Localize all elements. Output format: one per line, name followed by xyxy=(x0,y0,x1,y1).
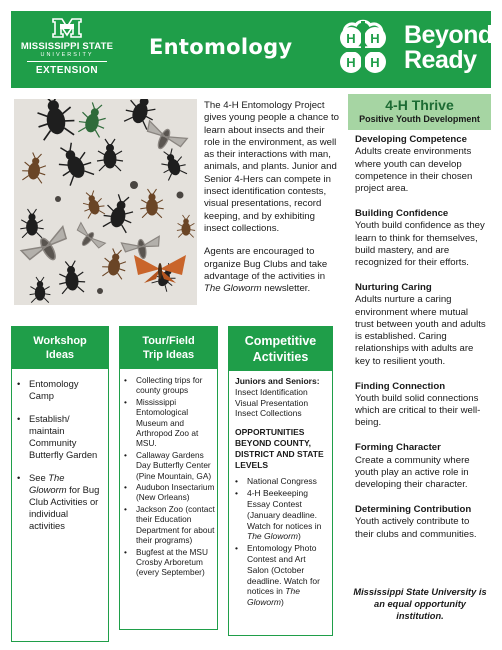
msu-extension-logo xyxy=(17,17,117,83)
beyond-ready-wordmark xyxy=(404,21,493,74)
juniors-label: Juniors and Seniors: xyxy=(235,376,320,386)
thrive-item xyxy=(355,381,489,430)
thrive-item xyxy=(355,442,489,491)
workshop-title-line2: Ideas xyxy=(45,349,75,361)
svg-text:H: H xyxy=(346,55,356,70)
thrive-item xyxy=(355,208,489,269)
msu-extension: EXTENSION xyxy=(35,65,99,76)
list-item: • Entomology Camp xyxy=(14,378,104,402)
thrive-item xyxy=(355,504,489,541)
list-item xyxy=(232,488,328,542)
insect-collection-illustration xyxy=(14,99,197,305)
thrive-item-text: Adults nurture a caring environment where mutual trust between youth and adults is established. Caring relationships with adults are key to resilient youth. xyxy=(355,294,486,367)
opportunities-label: OPPORTUNITIES BEYOND COUNTY, DISTRICT AND STATE LEVELS xyxy=(235,427,324,470)
list-item: • National Congress xyxy=(232,476,328,487)
intro-text xyxy=(204,100,342,306)
gloworm-title: The Gloworm xyxy=(204,283,262,295)
workshop-title-line1: Workshop xyxy=(33,335,87,347)
list-item: • Jackson Zoo (contact their Education Department for about their programs) xyxy=(121,504,215,546)
beyond-line: Beyond xyxy=(404,21,493,49)
workshop-ideas-box xyxy=(11,326,109,642)
svg-text:H: H xyxy=(370,55,380,70)
list-item: • Collecting trips for county groups xyxy=(121,375,215,396)
gloworm-title: The Gloworm xyxy=(247,531,299,542)
workshop-ideas-header xyxy=(12,327,108,369)
thrive-item-heading: Determining Contribution xyxy=(355,503,472,515)
intro-p2-end: newsletter. xyxy=(261,283,311,295)
thrive-item-text: Create a community where youth play an active role in developing their character. xyxy=(355,454,470,491)
list-item-text: ) xyxy=(281,597,284,608)
juniors-item: Insect Identification xyxy=(235,386,308,397)
svg-text:H: H xyxy=(346,31,356,46)
thrive-subtitle: Positive Youth Development xyxy=(359,114,480,124)
list-item: • Mississippi Entomological Museum and Arthropod Zoo at MSU. xyxy=(121,397,215,449)
thrive-item xyxy=(355,282,489,368)
spacer xyxy=(235,419,328,427)
thrive-header xyxy=(348,94,491,130)
gloworm-title: The Gloworm xyxy=(29,472,67,495)
gloworm-title: The Gloworm xyxy=(247,586,300,608)
msu-m-icon xyxy=(51,17,83,39)
competitive-body xyxy=(229,371,332,608)
list-item: • Audubon Insectarium (New Orleans) xyxy=(121,482,215,503)
thrive-item-heading: Nurturing Caring xyxy=(355,281,432,293)
list-item: • Callaway Gardens Day Butterfly Center (Pine Mountain, GA) xyxy=(121,450,215,481)
list-item: • Bugfest at the MSU Crosby Arboretum (every September) xyxy=(121,547,215,578)
list-item-text: ) xyxy=(298,531,301,542)
list-item-text: for Bug Club Activities or individual activities xyxy=(29,484,100,531)
thrive-item-text: Youth actively contribute to their clubs and communities. xyxy=(355,516,477,540)
thrive-list xyxy=(355,134,489,553)
equal-opportunity-statement: Mississippi State University is an equal opportunity institution. xyxy=(353,587,487,621)
thrive-title: 4-H Thrive xyxy=(385,97,454,113)
competitive-activities-header xyxy=(229,327,332,371)
intro-p2-text: Agents are encouraged to organize Bug Clubs and take advantage of the activities in xyxy=(204,246,328,282)
thrive-item-heading: Developing Competence xyxy=(355,134,467,145)
thrive-item-text: Adults create environments where youth can develop competence in their chosen project area. xyxy=(355,146,473,195)
thrive-item-heading: Building Confidence xyxy=(355,207,449,219)
competitive-title-line2: Activities xyxy=(252,350,309,364)
logo-divider xyxy=(27,61,107,62)
svg-text:H: H xyxy=(370,31,380,46)
thrive-item-heading: Finding Connection xyxy=(355,380,446,392)
competitive-title-line1: Competitive xyxy=(244,334,317,348)
tour-ideas-header xyxy=(120,327,217,369)
list-item xyxy=(232,543,328,608)
msu-university: UNIVERSITY xyxy=(40,52,94,58)
thrive-item xyxy=(355,134,489,195)
thrive-item-text: Youth build confidence as they learn to think for themselves, build mastery, and are recognized for their efforts. xyxy=(355,220,485,269)
page-title: Entomology xyxy=(149,35,293,59)
competitive-list xyxy=(232,476,328,608)
intro-paragraph-2 xyxy=(204,246,342,295)
list-item: • Establish/ maintain Community Butterfly Garden xyxy=(14,413,104,461)
msu-name: MISSISSIPPI STATE xyxy=(20,41,114,52)
intro-paragraph-1: The 4-H Entomology Project gives young people a chance to learn about insects and their role in the environment, as well as their interactions with man, animals, and plants. Junior and Senior 4-Hers can compete in insect identification contests, visual presentations, record keeping, and by exhibiting insect collections. xyxy=(204,100,339,234)
workshop-list xyxy=(14,378,104,532)
tour-title-line1: Tour/Field xyxy=(142,335,195,347)
thrive-item-text: Youth build solid connections which are critical to their well-being. xyxy=(355,392,481,429)
tour-ideas-box xyxy=(119,326,218,630)
list-item-text: Entomology Photo Contest and Art Salon (October deadline. Watch for notices in xyxy=(247,543,320,597)
list-item-text: 4-H Beekeeping Essay Contest (January deadline. Watch for notices in xyxy=(247,488,322,531)
juniors-item: Visual Presentation xyxy=(235,397,309,408)
list-item xyxy=(14,472,104,532)
insect-collection-photo xyxy=(14,99,197,305)
competitive-activities-box xyxy=(228,326,333,636)
tour-title-line2: Trip Ideas xyxy=(142,349,195,361)
four-h-clover-icon xyxy=(330,17,396,83)
list-item-text: See xyxy=(29,472,49,483)
tour-list xyxy=(121,375,215,578)
ready-line: Ready xyxy=(404,46,477,74)
header-banner xyxy=(11,11,491,88)
juniors-item: Insect Collections xyxy=(235,408,302,419)
thrive-item-heading: Forming Character xyxy=(355,442,441,454)
